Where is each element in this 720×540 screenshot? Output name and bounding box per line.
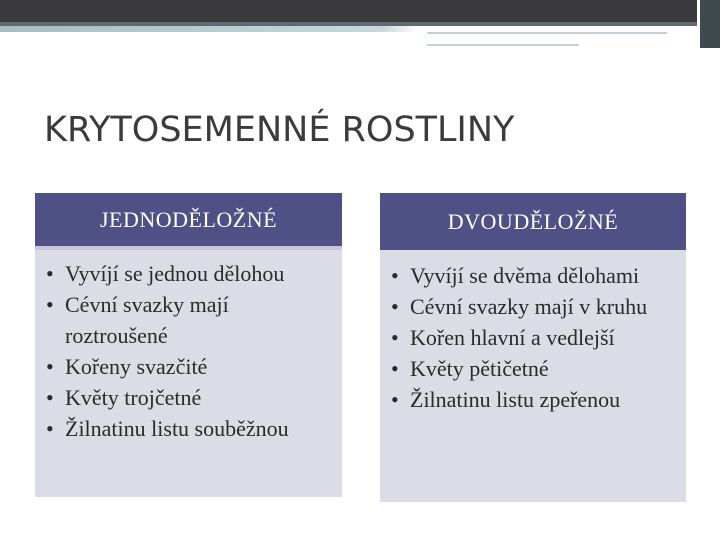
column-dicots xyxy=(380,193,686,502)
top-bar-line xyxy=(427,32,667,34)
list-item: • Květy pětičetné xyxy=(390,353,676,384)
list-item: • Cévní svazky mají v kruhu xyxy=(390,291,676,322)
list-item: • Žilnatinu listu zpeřenou xyxy=(390,384,676,415)
column-body-monocots xyxy=(35,250,342,497)
list-item: • Vyvíjí se dvěma dělohami xyxy=(390,260,676,291)
list-item: • Žilnatinu listu souběžnou xyxy=(45,413,332,444)
list-item: • Květy trojčetné xyxy=(45,382,332,413)
slide-title: KRYTOSEMENNÉ ROSTLINY xyxy=(44,110,515,150)
column-monocots xyxy=(35,193,342,497)
top-bar-dark xyxy=(0,0,697,22)
list-item: • Vyvíjí se jednou dělohou xyxy=(45,258,332,289)
column-body-dicots xyxy=(380,250,686,502)
decorative-top-bar xyxy=(0,0,720,34)
bullet-list-dicots xyxy=(390,260,676,415)
bullet-list-monocots xyxy=(45,258,332,444)
column-header-dicots: DVOUDĚLOŽNÉ xyxy=(380,193,686,250)
top-bar-corner-block xyxy=(700,0,720,48)
column-header-monocots: JEDNODĚLOŽNÉ xyxy=(35,193,342,250)
top-bar-line-short xyxy=(427,44,579,46)
list-item: • Kořeny svazčité xyxy=(45,351,332,382)
list-item: • Kořen hlavní a vedlejší xyxy=(390,322,676,353)
list-item: • Cévní svazky mají roztroušené xyxy=(45,289,332,351)
